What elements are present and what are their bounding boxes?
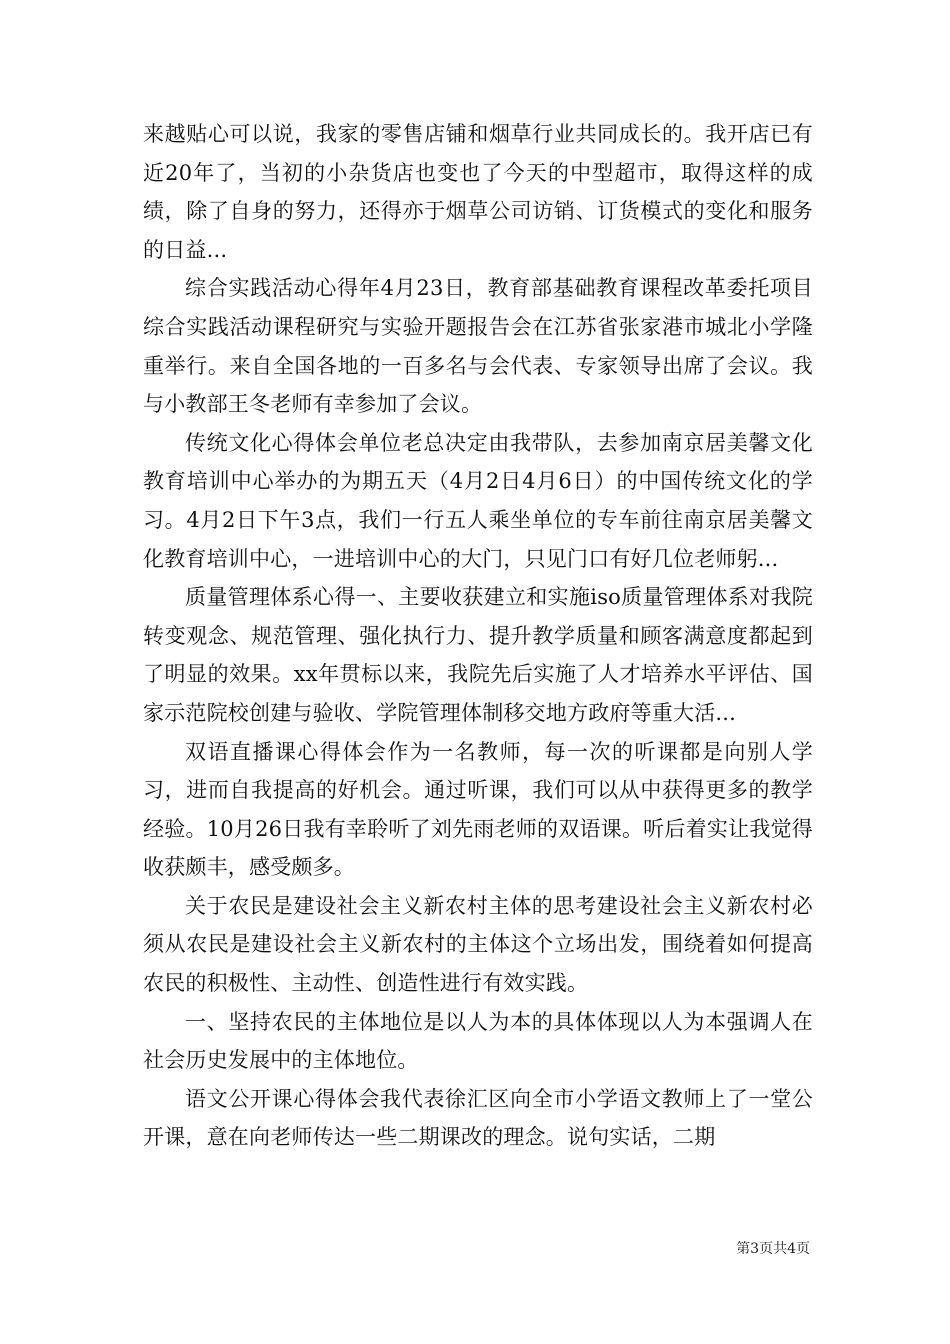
paragraph-people-oriented: 一、坚持农民的主体地位是以人为本的具体体现以人为本强调人在社会历史发展中的主体地位。: [143, 1009, 813, 1073]
paragraph-continuation: 来越贴心可以说，我家的零售店铺和烟草行业共同成长的。我开店已有近20年了，当初的小杂货店也变也了今天的中型超市，取得这样的成绩，除了自身的努力，还得亦于烟草公司访销、订货模式的变化和服务的日益...: [143, 122, 813, 262]
document-body: [143, 115, 813, 1157]
paragraph-farmers-subject: 关于农民是建设社会主义新农村主体的思考建设社会主义新农村必须从农民是建设社会主义新农村的主体这个立场出发，围绕着如何提高农民的积极性、主动性、创造性进行有效实践。: [143, 893, 813, 996]
paragraph-practice-activity: 综合实践活动心得年4月23日，教育部基础教育课程改革委托项目综合实践活动课程研究与实验开题报告会在江苏省张家港市城北小学隆重举行。来自全国各地的一百多名与会代表、专家领导出席了会议。我与小教部王冬老师有幸参加了会议。: [143, 276, 813, 417]
paragraph-traditional-culture: 传统文化心得体会单位老总决定由我带队，去参加南京居美馨文化教育培训中心举办的为期五天（4月2日4月6日）的中国传统文化的学习。4月2日下午3点，我们一行五人乘坐单位的专车前往南京居美馨文化教育培训中心，一进培训中心的大门，只见门口有好几位老师躬...: [143, 430, 813, 571]
paragraph-chinese-open-class: 语文公开课心得体会我代表徐汇区向全市小学语文教师上了一堂公开课，意在向老师传达一些二期课改的理念。说句实话，二期: [143, 1086, 813, 1150]
paragraph-bilingual-class: 双语直播课心得体会作为一名教师，每一次的听课都是向别人学习，进而自我提高的好机会。通过听课，我们可以从中获得更多的教学经验。10月26日我有幸聆听了刘先雨老师的双语课。听后着实让我觉得收获颇丰，感受颇多。: [143, 739, 813, 880]
page-number-footer: 第3页共4页: [736, 1241, 810, 1257]
paragraph-quality-management: 质量管理体系心得一、主要收获建立和实施iso质量管理体系对我院转变观念、规范管理、强化执行力、提升教学质量和顾客满意度都起到了明显的效果。xx年贯标以来，我院先后实施了人才培养水平评估、国家示范院校创建与验收、学院管理体制移交地方政府等重大活...: [143, 585, 813, 725]
